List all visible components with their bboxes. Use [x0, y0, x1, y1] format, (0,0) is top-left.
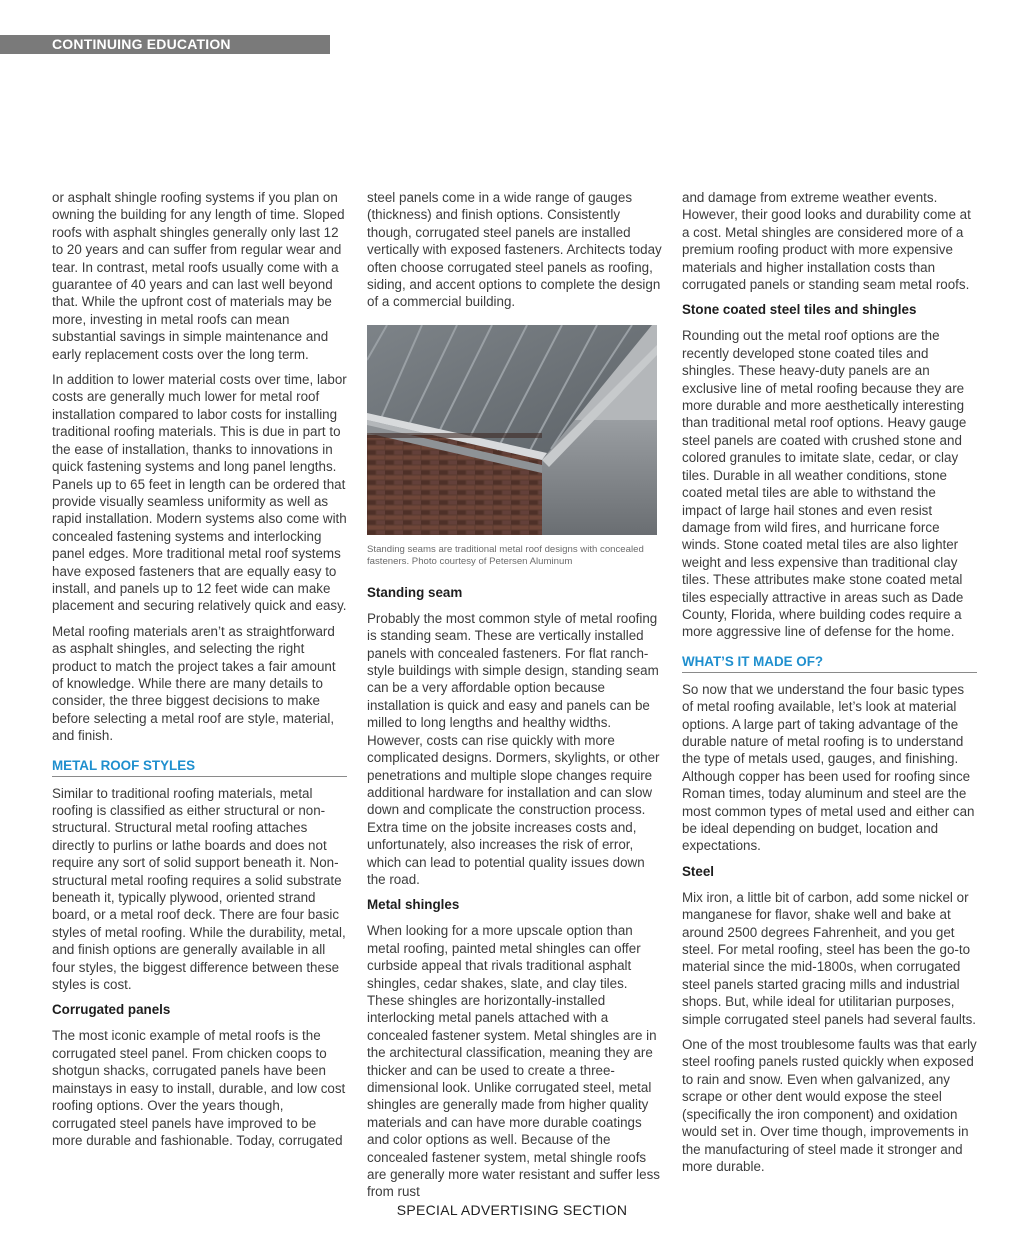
paragraph: Probably the most common style of metal roofing is standing seam. These are vertically installed panels with concealed fasteners. For flat ranch-style buildings with simple design, standing seam can be a very affordable option because installation is quick and easy and panels can be milled to long lengths and healthy widths. However, costs can rise quickly with more complicated designs. Dormers, skylights, or other penetrations and multiple slope changes require additional hardware for installation and can slow down and complicate the construction process. Extra time on the jobsite increases costs and, unfortunately, also increases the risk of error, which can lead to potential quality issues down the road.	[367, 610, 660, 887]
paragraph: The most iconic example of metal roofs is the corrugated steel panel. From chicken coops to shotgun shacks, corrugated panels have been mainstays in easy to install, durable, and low cost roofing options. Over the years though, corrugated steel panels have improved to be more durable and fashionable. Today, corrugated	[52, 1028, 346, 1148]
column-2	[367, 189, 662, 1209]
subheading-metal-shingles: Metal shingles	[367, 897, 460, 913]
section-heading-metal-roof-styles: METAL ROOF STYLES	[52, 757, 347, 777]
figure-caption: Standing seams are traditional metal roof designs with concealed fasteners. Photo courtesy of Petersen Aluminum	[367, 543, 644, 567]
subheading-steel: Steel	[682, 863, 715, 879]
paragraph: Metal roofing materials aren’t as straightforward as asphalt shingles, and selecting the right product to match the project takes a fair amount of knowledge. While there are many details to consider, the three biggest decisions to make before selecting a metal roof are style, material, and finish.	[52, 623, 336, 744]
subheading-corrugated-panels: Corrugated panels	[52, 1002, 171, 1018]
column-3	[682, 189, 977, 1183]
column-1	[52, 189, 347, 1157]
paragraph: So now that we understand the four basic types of metal roofing available, let’s look at material options. A large part of taking advantage of the durable nature of metal roofing is to understand the type of metals used, gauges, and finishing. Although copper has been used for roofing since Roman times, today aluminum and steel are the most common types of metal used and either can be ideal depending on budget, location and expectations.	[682, 681, 975, 854]
paragraph: In addition to lower material costs over time, labor costs are generally much lower for metal roof installation compared to labor costs for installing traditional roofing materials. This is due in part to the ease of installation, thanks to innovations in quick fastening systems and long panel lengths. Panels up to 65 feet in length can be ordered that provide visually seamless uniformity as well as rapid installation. Modern systems also come with concealed fastening systems and interlocking panel edges. More traditional metal roof systems have exposed fasteners that are equally easy to install, and panels up to 12 feet wide can make placement and securing relatively quick and easy.	[52, 372, 347, 614]
paragraph: Similar to traditional roofing materials, metal roofing is classified as either structural or non-structural. Structural metal roofing attaches directly to purlins or lathe boards and does not require any sort of solid support beneath it. Non-structural metal roofing requires a solid substrate beneath it, typically plywood, oriented strand board, or a metal roof deck. There are four basic styles of metal roofing. While the durability, metal, and finish options are generally available in all four styles, the biggest difference between these styles is cost.	[52, 785, 346, 993]
paragraph: Rounding out the metal roof options are the recently developed stone coated tiles and shingles. These heavy-duty panels are an exclusive line of metal roofing because they are more durable and more aesthetically interesting than traditional metal roof options. Heavy gauge steel panels are coated with crushed stone and colored granules to imitate slate, cedar, or clay tiles. Durable in all weather conditions, stone coated metal tiles are able to withstand the impact of large hail stones and even resist damage from wild fires, and hurricane force winds. Stone coated metal tiles are also lighter weight and less expensive than traditional clay tiles. These attributes make stone coated metal tiles especially attractive in areas such as Dade County, Florida, where building codes require a more aggressive line of defense for the home.	[682, 328, 967, 640]
paragraph: When looking for a more upscale option than metal roofing, painted metal shingles can offer curbside appeal that rivals traditional asphalt shingles, cedar shakes, slate, and clay tiles. These shingles are horizontally-installed interlocking metal panels attached with a concealed fastener system. Metal shingles are in the architectural classification, meaning they are thicker and can be used to create a three-dimensional look. Unlike corrugated steel, metal shingles are generally made from higher quality materials and can have more durable coatings and color options as well. Because of the concealed fastener system, metal shingle roofs are generally more water resistant and suffer less from rust	[367, 923, 660, 1200]
paragraph: and damage from extreme weather events. However, their good looks and durability come at a cost. Metal shingles are considered more of a premium roofing product with more expensive materials and higher installation costs than corrugated panels or standing seam metal roofs.	[682, 190, 971, 293]
footer-label: SPECIAL ADVERTISING SECTION	[396, 1202, 628, 1218]
standing-seam-roof-photo	[367, 325, 657, 535]
paragraph: Mix iron, a little bit of carbon, add some nickel or manganese for flavor, shake well and bake at around 2500 degrees Fahrenheit, and you get steel. For metal roofing, steel has been the go-to material since the mid-1800s, when corrugated steel panels started gracing mills and industrial shops. But, while ideal for utilitarian purposes, simple corrugated steel panels had several faults.	[682, 889, 977, 1027]
paragraph: One of the most troublesome faults was that early steel roofing panels rusted quickly when exposed to rain and snow. Even when galvanized, any scrape or other dent would expose the steel (specifically the iron component) and oxidation would set in. Over time though, improvements in the manufacturing of steel made it stronger and more durable.	[682, 1037, 977, 1174]
subheading-stone-coated: Stone coated steel tiles and shingles	[682, 302, 917, 318]
section-banner: CONTINUING EDUCATION	[0, 35, 330, 54]
paragraph: or asphalt shingle roofing systems if you plan on owning the building for any length of time. Sloped roofs with asphalt shingles generally only last 12 to 20 years and can suffer from regular wear and tear. In contrast, metal roofs usually come with a guarantee of 40 years and can last well beyond that. While the upfront cost of materials may be more, investing in metal roofs can mean substantial savings in simple maintenance and early replacement costs over the long term.	[52, 190, 345, 362]
paragraph: steel panels come in a wide range of gauges (thickness) and finish options. Consistently though, corrugated steel panels are installed vertically with exposed fasteners. Architects today often choose corrugated steel panels as roofing, siding, and accent options to complete the design of a commercial building.	[367, 190, 662, 310]
subheading-standing-seam: Standing seam	[367, 584, 463, 600]
section-heading-whats-it-made-of: WHAT’S IT MADE OF?	[682, 653, 977, 673]
